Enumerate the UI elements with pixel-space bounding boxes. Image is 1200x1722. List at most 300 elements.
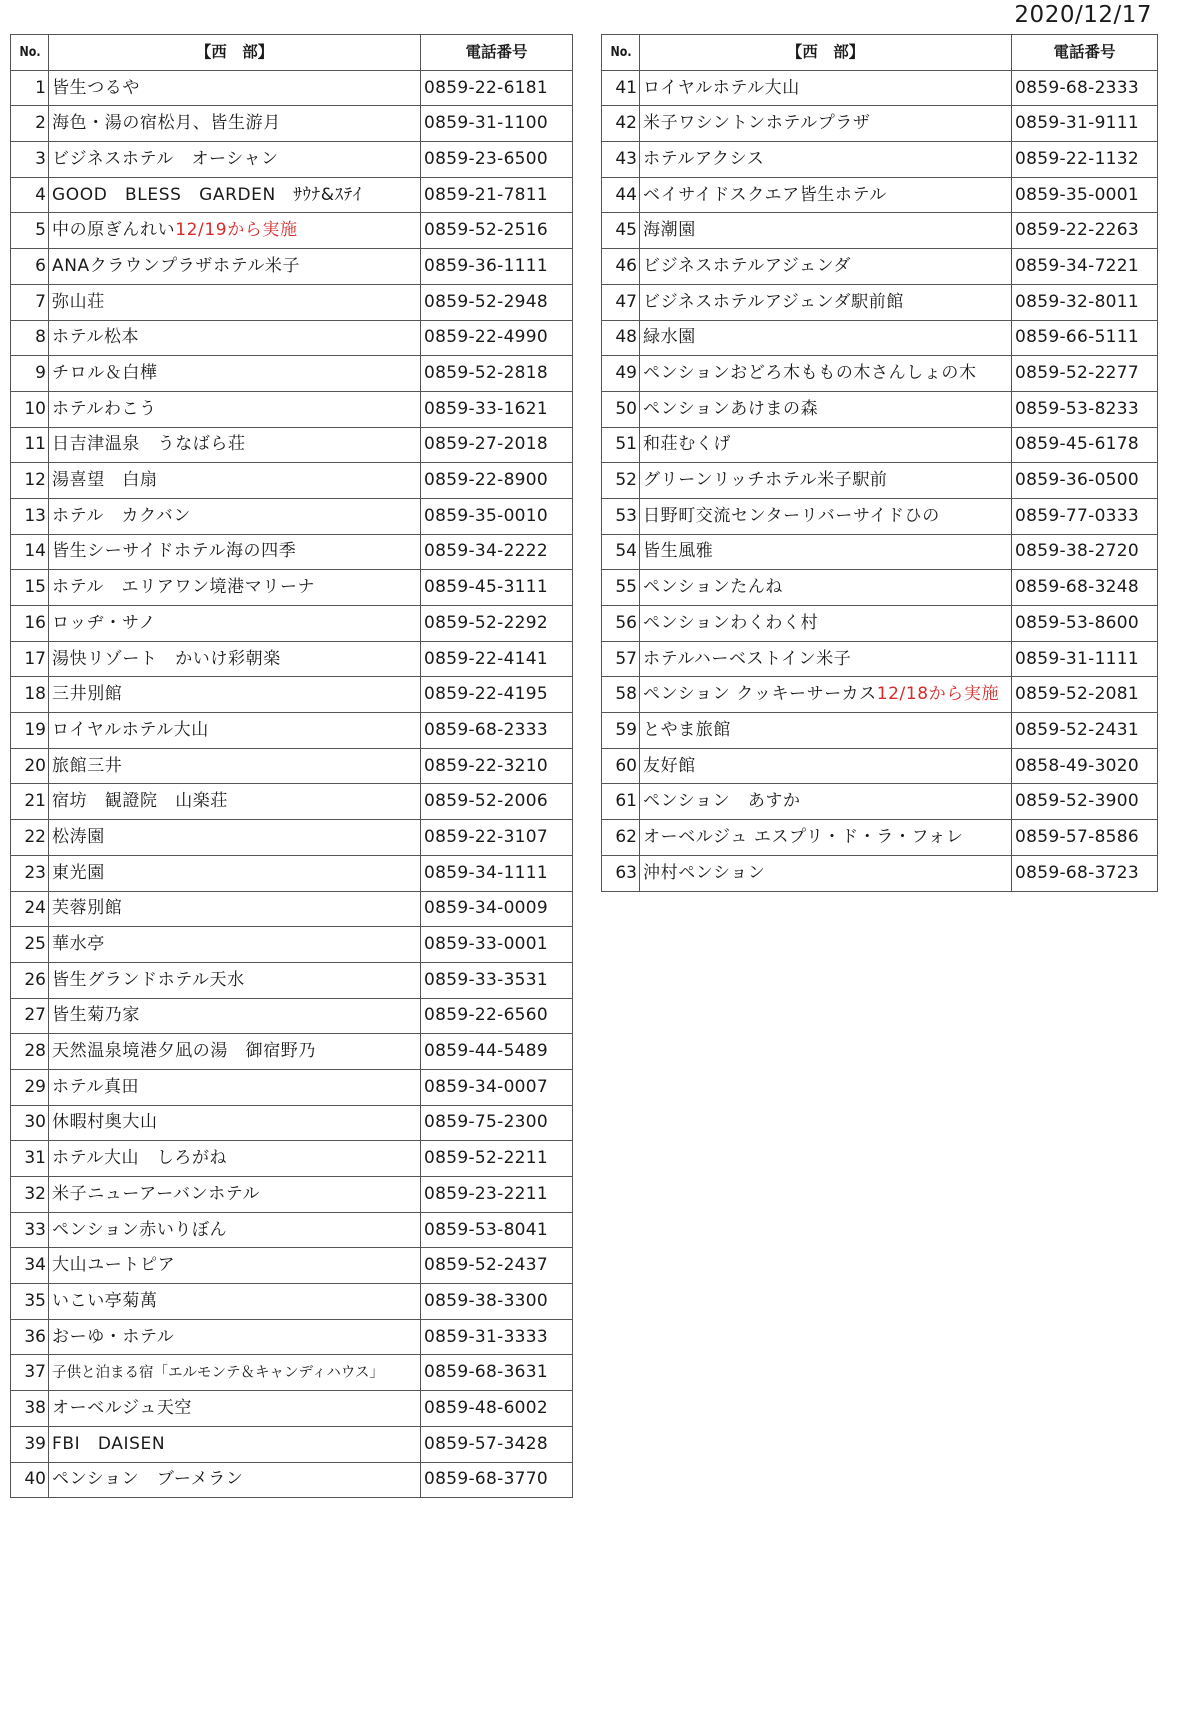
row-number: 41 (602, 70, 640, 106)
facility-name: とやま旅館 (643, 719, 731, 740)
row-number: 5 (11, 213, 49, 249)
phone-number: 0859-23-2211 (421, 1177, 573, 1213)
facility-name: 皆生つるや (52, 77, 140, 98)
facility-name: 華水亭 (52, 934, 105, 955)
row-number: 2 (11, 106, 49, 142)
facility-name: チロル＆白樺 (52, 363, 158, 384)
facility-name: 三井別館 (52, 684, 123, 705)
phone-number: 0859-36-1111 (421, 249, 573, 285)
facility-name: グリーンリッチホテル米子駅前 (643, 470, 888, 491)
table-row (11, 1034, 573, 1070)
facility-name-cell (49, 1248, 421, 1284)
table-row (11, 249, 573, 285)
table-row (602, 855, 1158, 891)
phone-number: 0859-52-2948 (421, 284, 573, 320)
row-number: 36 (11, 1319, 49, 1355)
table-header-row (11, 35, 573, 71)
facility-name: 松涛園 (52, 826, 105, 847)
facility-name-cell (640, 534, 1012, 570)
table-row (11, 356, 573, 392)
facility-name: ホテルアクシス (643, 148, 765, 169)
facility-name: ANAクラウンプラザホテル米子 (52, 255, 301, 276)
row-number: 8 (11, 320, 49, 356)
table-row (11, 784, 573, 820)
facility-name-cell (640, 142, 1012, 178)
phone-number: 0859-52-2516 (421, 213, 573, 249)
facility-name: ビジネスホテル オーシャン (52, 148, 279, 169)
facility-name: 和荘むくげ (643, 434, 731, 455)
table-row (11, 962, 573, 998)
table-row (11, 427, 573, 463)
facility-name: ペンション赤いりぼん (52, 1219, 228, 1240)
table-row (602, 427, 1158, 463)
facility-name-cell (640, 855, 1012, 891)
facility-name-cell (640, 748, 1012, 784)
phone-number: 0859-34-0007 (421, 1069, 573, 1105)
facility-name-cell (640, 249, 1012, 285)
facility-name-cell (49, 606, 421, 642)
row-number: 4 (11, 177, 49, 213)
row-number: 44 (602, 177, 640, 213)
row-number: 45 (602, 213, 640, 249)
facility-name-cell (640, 213, 1012, 249)
facility-name: ロッヂ・サノ (52, 612, 157, 633)
facility-name-cell (640, 356, 1012, 392)
row-number: 16 (11, 606, 49, 642)
facility-name-cell (640, 320, 1012, 356)
row-number: 9 (11, 356, 49, 392)
facility-name: 湯快リゾート かいけ彩朝楽 (52, 648, 281, 669)
facility-name: 日吉津温泉 うなばら荘 (52, 434, 246, 455)
row-number: 18 (11, 677, 49, 713)
table-row (11, 998, 573, 1034)
table-row (11, 855, 573, 891)
facility-name-cell (49, 1426, 421, 1462)
table-row (602, 213, 1158, 249)
table-row (11, 391, 573, 427)
phone-number: 0859-38-3300 (421, 1284, 573, 1320)
facility-name: 宿坊 観證院 山楽荘 (52, 791, 228, 812)
facility-name-cell (49, 1284, 421, 1320)
facility-name-cell (640, 677, 1012, 713)
phone-number: 0859-68-3770 (421, 1462, 573, 1498)
table-row (11, 1355, 573, 1391)
facility-name: ホテル エリアワン境港マリーナ (52, 577, 316, 598)
facility-name-cell (49, 249, 421, 285)
row-number: 17 (11, 641, 49, 677)
row-number: 7 (11, 284, 49, 320)
facility-name: 米子ニューアーバンホテル (52, 1183, 261, 1204)
header-no: No. (604, 35, 636, 71)
phone-number: 0859-45-3111 (421, 570, 573, 606)
table-row (11, 534, 573, 570)
table-row (11, 927, 573, 963)
facility-name: ビジネスホテルアジェンダ駅前館 (643, 291, 904, 312)
phone-number: 0859-53-8233 (1012, 391, 1158, 427)
table-row (11, 1284, 573, 1320)
facility-name-cell (49, 1319, 421, 1355)
phone-number: 0858-49-3020 (1012, 748, 1158, 784)
facility-name-cell (49, 320, 421, 356)
row-number: 30 (11, 1105, 49, 1141)
phone-number: 0859-27-2018 (421, 427, 573, 463)
table-row (11, 106, 573, 142)
facility-name-cell (49, 1177, 421, 1213)
row-number: 39 (11, 1426, 49, 1462)
facility-name: ホテル松本 (52, 327, 140, 348)
facility-name-cell (49, 1034, 421, 1070)
facility-name-cell (49, 1069, 421, 1105)
facility-name: 中の原ぎんれい (52, 220, 176, 241)
phone-number: 0859-52-2818 (421, 356, 573, 392)
facility-name-cell (49, 855, 421, 891)
row-number: 11 (11, 427, 49, 463)
phone-number: 0859-52-2006 (421, 784, 573, 820)
facility-name-cell (49, 356, 421, 392)
facility-name-cell (640, 391, 1012, 427)
phone-number: 0859-75-2300 (421, 1105, 573, 1141)
row-number: 38 (11, 1391, 49, 1427)
row-number: 10 (11, 391, 49, 427)
facility-name: ペンション あすか (643, 791, 801, 812)
row-number: 40 (11, 1462, 49, 1498)
row-number: 1 (11, 70, 49, 106)
table-row (11, 1319, 573, 1355)
table-row (11, 641, 573, 677)
table-row (602, 142, 1158, 178)
facility-name-cell (49, 998, 421, 1034)
row-number: 58 (602, 677, 640, 713)
table-row (11, 1105, 573, 1141)
table-row (602, 784, 1158, 820)
row-number: 57 (602, 641, 640, 677)
phone-number: 0859-22-3107 (421, 820, 573, 856)
facility-name-cell (640, 463, 1012, 499)
facility-name-cell (640, 427, 1012, 463)
row-number: 27 (11, 998, 49, 1034)
phone-number: 0859-52-2211 (421, 1141, 573, 1177)
phone-number: 0859-68-3631 (421, 1355, 573, 1391)
phone-number: 0859-45-6178 (1012, 427, 1158, 463)
facility-name-cell (49, 1141, 421, 1177)
facility-name-cell (49, 70, 421, 106)
facility-name-cell (640, 177, 1012, 213)
facility-name-cell (640, 570, 1012, 606)
facility-name: ペンション クッキーサーカス (643, 684, 877, 705)
row-number: 3 (11, 142, 49, 178)
row-number: 55 (602, 570, 640, 606)
table-row (602, 284, 1158, 320)
phone-number: 0859-34-0009 (421, 891, 573, 927)
table-row (602, 713, 1158, 749)
table-row (602, 606, 1158, 642)
row-number: 37 (11, 1355, 49, 1391)
row-number: 33 (11, 1212, 49, 1248)
phone-number: 0859-31-1111 (1012, 641, 1158, 677)
row-number: 56 (602, 606, 640, 642)
facility-name: 天然温泉境港夕凪の湯 御宿野乃 (52, 1041, 316, 1062)
facility-name-cell (49, 748, 421, 784)
phone-number: 0859-36-0500 (1012, 463, 1158, 499)
facility-name-cell (49, 177, 421, 213)
facility-name: 沖村ペンション (643, 862, 766, 883)
table-row (11, 820, 573, 856)
phone-number: 0859-52-3900 (1012, 784, 1158, 820)
table-row (11, 1391, 573, 1427)
header-tel: 電話番号 (421, 35, 573, 71)
phone-number: 0859-22-1132 (1012, 142, 1158, 178)
phone-number: 0859-31-3333 (421, 1319, 573, 1355)
header-no: No. (13, 35, 45, 71)
facility-name: ビジネスホテルアジェンダ (643, 255, 852, 276)
facility-name-cell (49, 463, 421, 499)
facility-name: ペンションたんね (643, 577, 784, 598)
facility-name-cell (49, 927, 421, 963)
facility-name: ロイヤルホテル大山 (52, 719, 209, 740)
row-number: 34 (11, 1248, 49, 1284)
facility-name-cell (640, 70, 1012, 106)
facility-name-cell (49, 427, 421, 463)
facility-name-cell (49, 820, 421, 856)
facility-name: ホテル真田 (52, 1076, 140, 1097)
row-number: 63 (602, 855, 640, 891)
phone-number: 0859-31-9111 (1012, 106, 1158, 142)
row-number: 61 (602, 784, 640, 820)
facility-name: ペンションおどろ木ももの木さんしょの木 (643, 363, 977, 384)
phone-number: 0859-22-2263 (1012, 213, 1158, 249)
document-date: 2020/12/17 (1014, 2, 1152, 28)
facility-name: ペンションわくわく村 (643, 612, 819, 633)
phone-number: 0859-52-2437 (421, 1248, 573, 1284)
phone-number: 0859-23-6500 (421, 142, 573, 178)
facility-name-cell (49, 534, 421, 570)
facility-name-cell (640, 820, 1012, 856)
header-area: 【西 部】 (640, 35, 1012, 71)
facility-name: FBI DAISEN (52, 1433, 166, 1454)
row-number: 47 (602, 284, 640, 320)
phone-number: 0859-38-2720 (1012, 534, 1158, 570)
lodging-table-right (601, 34, 1158, 892)
facility-name-cell (640, 106, 1012, 142)
row-number: 15 (11, 570, 49, 606)
table-header-row (602, 35, 1158, 71)
row-number: 14 (11, 534, 49, 570)
phone-number: 0859-31-1100 (421, 106, 573, 142)
facility-name-cell (49, 677, 421, 713)
row-number: 23 (11, 855, 49, 891)
table-row (602, 356, 1158, 392)
table-row (11, 320, 573, 356)
facility-name: 海潮園 (643, 220, 696, 241)
facility-name-cell (640, 498, 1012, 534)
facility-name-cell (49, 891, 421, 927)
facility-name: 皆生シーサイドホテル海の四季 (52, 541, 297, 562)
facility-name: オーベルジュ天空 (52, 1397, 193, 1418)
row-number: 46 (602, 249, 640, 285)
row-number: 26 (11, 962, 49, 998)
table-row (11, 570, 573, 606)
facility-name: ペンション ブーメラン (52, 1469, 244, 1490)
phone-number: 0859-52-2431 (1012, 713, 1158, 749)
row-number: 22 (11, 820, 49, 856)
facility-name-cell (640, 284, 1012, 320)
table-row (11, 213, 573, 249)
facility-name: 子供と泊まる宿「エルモンテ＆キャンディハウス」 (52, 1364, 384, 1381)
row-number: 29 (11, 1069, 49, 1105)
phone-number: 0859-66-5111 (1012, 320, 1158, 356)
phone-number: 0859-44-5489 (421, 1034, 573, 1070)
phone-number: 0859-21-7811 (421, 177, 573, 213)
facility-name-cell (640, 784, 1012, 820)
phone-number: 0859-35-0001 (1012, 177, 1158, 213)
phone-number: 0859-33-3531 (421, 962, 573, 998)
facility-name: 海色・湯の宿松月、皆生游月 (52, 113, 281, 134)
phone-number: 0859-22-3210 (421, 748, 573, 784)
table-row (11, 1462, 573, 1498)
row-number: 21 (11, 784, 49, 820)
facility-name-cell (49, 962, 421, 998)
table-row (11, 463, 573, 499)
table-row (602, 320, 1158, 356)
row-number: 52 (602, 463, 640, 499)
facility-name-cell (49, 784, 421, 820)
phone-number: 0859-52-2081 (1012, 677, 1158, 713)
phone-number: 0859-35-0010 (421, 498, 573, 534)
facility-name: 友好館 (643, 755, 696, 776)
phone-number: 0859-33-1621 (421, 391, 573, 427)
row-number: 48 (602, 320, 640, 356)
phone-number: 0859-22-4141 (421, 641, 573, 677)
table-row (602, 641, 1158, 677)
table-row (602, 677, 1158, 713)
phone-number: 0859-68-2333 (421, 713, 573, 749)
facility-name-cell (49, 142, 421, 178)
facility-name-cell (49, 1391, 421, 1427)
facility-name: GOOD BLESS GARDEN ｻｳﾅ&ｽﾃｲ (52, 184, 362, 205)
phone-number: 0859-34-7221 (1012, 249, 1158, 285)
facility-name-cell (49, 1212, 421, 1248)
phone-number: 0859-22-6181 (421, 70, 573, 106)
facility-name: 米子ワシントンホテルプラザ (643, 113, 871, 134)
facility-name: いこい亭菊萬 (52, 1290, 158, 1311)
table-row (602, 820, 1158, 856)
facility-name: ホテルハーベストイン米子 (643, 648, 852, 669)
table-row (11, 748, 573, 784)
phone-number: 0859-33-0001 (421, 927, 573, 963)
row-number: 49 (602, 356, 640, 392)
row-number: 50 (602, 391, 640, 427)
row-number: 60 (602, 748, 640, 784)
facility-name: ロイヤルホテル大山 (643, 77, 800, 98)
table-row (602, 70, 1158, 106)
table-row (11, 284, 573, 320)
facility-name: 旅館三井 (52, 755, 123, 776)
row-number: 35 (11, 1284, 49, 1320)
row-number: 51 (602, 427, 640, 463)
table-row (11, 677, 573, 713)
table-row (602, 391, 1158, 427)
facility-name-cell (49, 1105, 421, 1141)
start-date-note: 12/19から実施 (175, 220, 298, 241)
table-row (11, 1212, 573, 1248)
table-row (11, 142, 573, 178)
facility-name: ホテル大山 しろがね (52, 1148, 228, 1169)
table-row (11, 1426, 573, 1462)
phone-number: 0859-22-8900 (421, 463, 573, 499)
facility-name-cell (49, 498, 421, 534)
row-number: 42 (602, 106, 640, 142)
facility-name-cell (49, 213, 421, 249)
table-row (11, 713, 573, 749)
facility-name-cell (49, 641, 421, 677)
phone-number: 0859-22-6560 (421, 998, 573, 1034)
facility-name: 芙蓉別館 (52, 898, 123, 919)
table-row (602, 106, 1158, 142)
lodging-table-left (10, 34, 573, 1498)
table-row (11, 1177, 573, 1213)
row-number: 25 (11, 927, 49, 963)
facility-name-cell (640, 641, 1012, 677)
table-row (11, 177, 573, 213)
facility-name-cell (49, 284, 421, 320)
facility-name-cell (49, 570, 421, 606)
row-number: 43 (602, 142, 640, 178)
facility-name-cell (49, 1462, 421, 1498)
table-row (602, 249, 1158, 285)
table-row (11, 498, 573, 534)
facility-name-cell (49, 106, 421, 142)
header-area: 【西 部】 (49, 35, 421, 71)
table-row (602, 570, 1158, 606)
table-row (602, 748, 1158, 784)
facility-name: 皆生菊乃家 (52, 1005, 140, 1026)
row-number: 12 (11, 463, 49, 499)
phone-number: 0859-34-1111 (421, 855, 573, 891)
row-number: 6 (11, 249, 49, 285)
phone-number: 0859-22-4195 (421, 677, 573, 713)
facility-name-cell (640, 713, 1012, 749)
phone-number: 0859-48-6002 (421, 1391, 573, 1427)
table-row (602, 177, 1158, 213)
row-number: 59 (602, 713, 640, 749)
phone-number: 0859-52-2277 (1012, 356, 1158, 392)
table-row (602, 463, 1158, 499)
facility-name-cell (640, 606, 1012, 642)
phone-number: 0859-77-0333 (1012, 498, 1158, 534)
row-number: 28 (11, 1034, 49, 1070)
phone-number: 0859-57-3428 (421, 1426, 573, 1462)
facility-name: 皆生グランドホテル天水 (52, 969, 245, 990)
phone-number: 0859-32-8011 (1012, 284, 1158, 320)
phone-number: 0859-57-8586 (1012, 820, 1158, 856)
start-date-note: 12/18から実施 (876, 684, 1000, 705)
row-number: 20 (11, 748, 49, 784)
table-row (11, 1141, 573, 1177)
row-number: 13 (11, 498, 49, 534)
phone-number: 0859-68-3248 (1012, 570, 1158, 606)
table-row (11, 891, 573, 927)
table-row (11, 606, 573, 642)
phone-number: 0859-34-2222 (421, 534, 573, 570)
facility-name: 皆生風雅 (643, 541, 714, 562)
facility-name: ベイサイドスクエア皆生ホテル (643, 184, 887, 205)
table-row (11, 1069, 573, 1105)
phone-number: 0859-53-8041 (421, 1212, 573, 1248)
facility-name: おーゆ・ホテル (52, 1326, 175, 1347)
header-tel: 電話番号 (1012, 35, 1158, 71)
facility-name: 日野町交流センターリバーサイドひの (643, 505, 940, 526)
table-row (11, 70, 573, 106)
